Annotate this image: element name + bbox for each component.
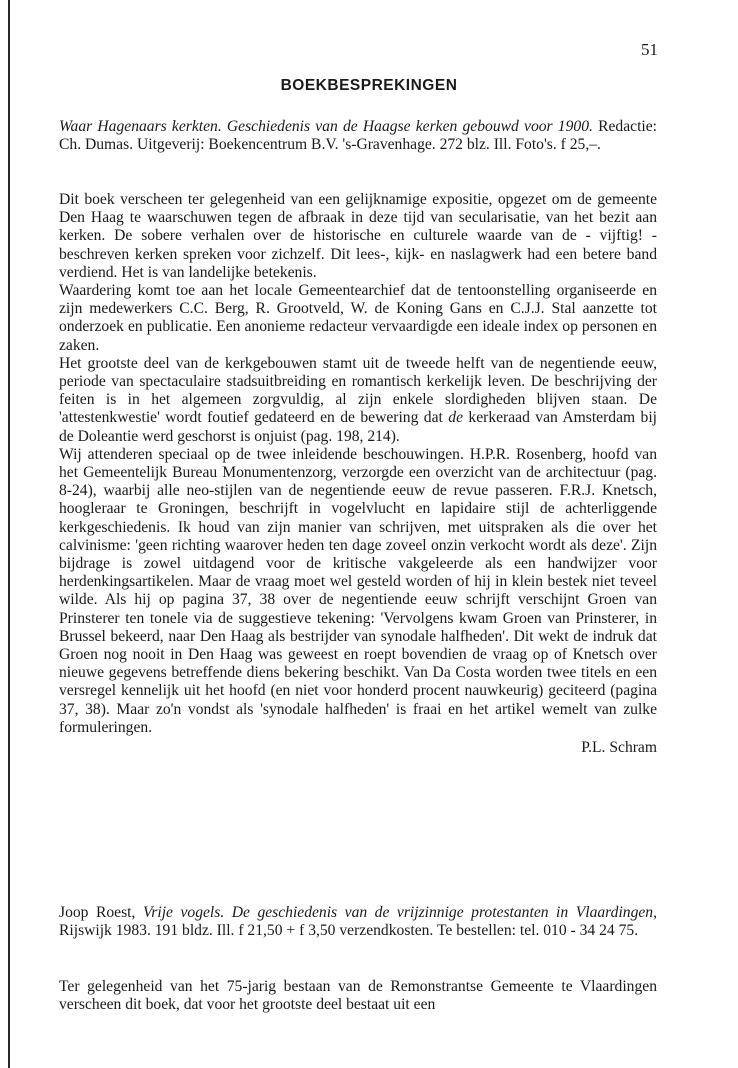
review1-paragraph-3-emphasis: de [448, 409, 463, 427]
review1-paragraph-4: Wij attenderen speciaal op de twee inleidende beschouwingen. H.P.R. Rosenberg, hoofd van het Gemeentelijk Bureau Monumentenzorg, verzorgde een overzicht van de architectuur (pag. 8-24), waarbij alle neo-stijlen van de negentiende eeuw de revue passeren. F.R.J. Knetsch, hoogleraar te Groningen, beschrijft in vogelvlucht en lapidaire stijl de achterliggende kerkgeschiedenis. Ik houd van zijn manier van schrijven, met uitspraken als die over het calvinisme: 'geen richting waarover heden ten dage zoveel onzin verkocht wordt als deze'. Zijn bijdrage is zowel uitdagend voor de kritische vakgeleerde als een handwijzer voor herdenkingsartikelen. Maar de vraag moet wel gesteld worden of hij in klein bestek niet teveel wilde. Als hij op pagina 37, 38 over de negentiende eeuw schrijft verschijnt Groen van Prinsterer ten tonele via de suggestieve tekening: 'Vervolgens kwam Groen van Prinsterer, in Brussel bekeerd, naar Den Haag als bestrijder van synodale halfheden'. Dit wekt de indruk dat Groen nog nooit in Den Haag was geweest en roept bovendien de vraag op of Knetsch over nieuwe gegevens betreffende diens bekering beschikt. Van Da Costa worden twee titels en een versregel kennelijk uit het hoofd (en niet voor honderd procent nauwkeurig) geciteerd (pagina 37, 38). Maar zo'n vondst als 'synodale halfheden' is fraai en het artikel wemelt van zulke formuleringen. [59, 445, 657, 736]
review2-book-title: Vrije vogels. De geschiedenis van de vrijzinnige protestanten in Vlaardingen, [142, 904, 657, 921]
page-edge-line [8, 0, 10, 1068]
review1-signature: P.L. Schram [581, 739, 657, 757]
review1-paragraph-3-text-a: Het grootste deel van de kerkgebouwen stamt uit de tweede helft van de negentiende eeuw, periode van spectaculaire stadsuitbreiding en romantisch kerkelijk leven. De beschrijving der feiten is in het algemeen zorgvuldig, al zijn enkele slordigheden blijven staan. De 'attestenkwestie' wordt foutief gedateerd en de bewering dat [59, 354, 657, 427]
review1-paragraph-2: Waardering komt toe aan het locale Gemeentearchief dat de tentoonstelling organiseerde en zijn medewerkers C.C. Berg, R. Grootveld, W. de Koning Gans en C.J.J. Stal aanzette tot onderzoek en publicatie. Een anonieme redacteur vervaardigde een ideale index op personen en zaken. [59, 282, 657, 354]
review2-citation [59, 904, 657, 940]
review1-body [59, 191, 657, 757]
review2-author: Joop Roest, [59, 904, 143, 921]
review1-paragraph-3-text-b: kerkeraad van Amsterdam bij de Doleantie werd geschorst is onjuist (pag. 198, 214). [59, 409, 657, 445]
review1-book-title: Waar Hagenaars kerkten. Geschiedenis van de Haagse kerken gebouwd voor 1900. [59, 118, 593, 135]
review1-book-details: Redactie: Ch. Dumas. Uitgeverij: Boekencentrum B.V. 's-Gravenhage. 272 blz. Ill. Foto's. f 25,–. [59, 118, 657, 154]
review2-book-details: Rijswijk 1983. 191 bldz. Ill. f 21,50 + f 3,50 verzendkosten. Te bestellen: tel. 010 - 34 24 75. [59, 922, 639, 940]
review1-paragraph-1: Dit boek verscheen ter gelegenheid van een gelijknamige expositie, opgezet om de gemeente Den Haag te waarschuwen tegen de afbraak in deze tijd van secularisatie, van het bezit aan kerken. De sobere verhalen over de historische en culturele waarde van de - vijftig! - beschreven kerken spreken voor zichzelf. Dit lees-, kijk- en naslagwerk had een betere band verdiend. Het is van landelijke betekenis. [59, 191, 657, 281]
review1-paragraph-3 [59, 355, 657, 446]
section-heading: BOEKBESPREKINGEN [280, 77, 458, 94]
page-number: 51 [641, 40, 658, 59]
review2-body [59, 978, 657, 1014]
review2-paragraph-1: Ter gelegenheid van het 75-jarig bestaan van de Remonstrantse Gemeente te Vlaardingen verscheen dit boek, dat voor het grootste deel bestaat uit een [59, 978, 657, 1014]
review1-citation [59, 118, 657, 154]
